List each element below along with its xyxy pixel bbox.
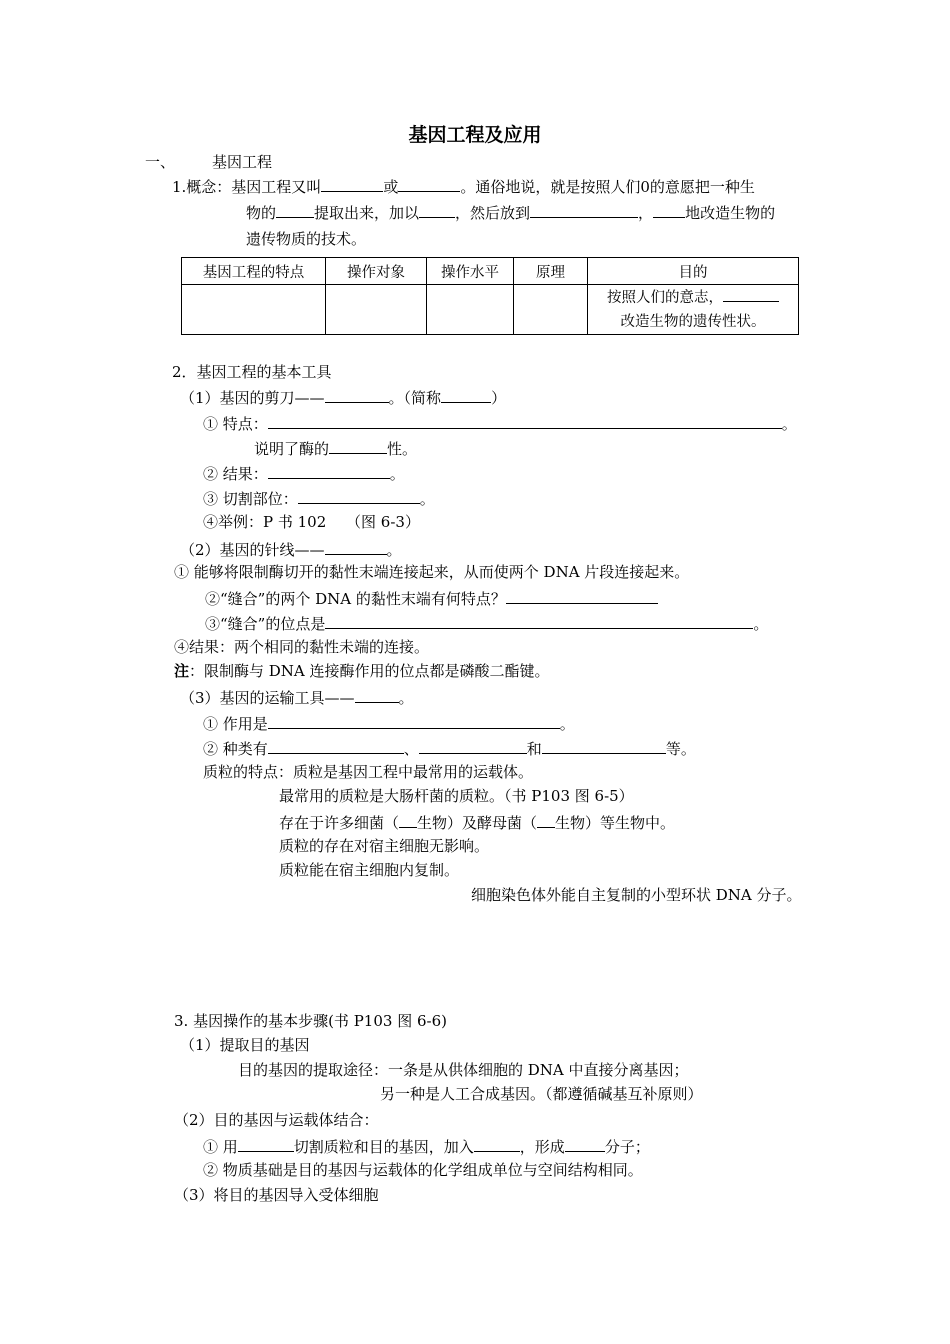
table-header: 原理 [514,258,588,285]
scissors-site: ③ 切割部位： 。 [203,487,435,509]
page-title: 基因工程及应用 [408,124,542,146]
table-header: 基因工程的特点 [182,258,326,285]
step-2: （2）目的基因与运载体结合： [174,1111,379,1129]
blank [276,201,314,218]
plasmid-noeffect: 质粒的存在对宿主细胞无影响。 [279,837,490,855]
section-number: 一、 [145,153,176,171]
scissors-example: ④举例：P 书 102 （图 6-3） [203,513,420,531]
blank [268,737,404,754]
blank [268,412,782,429]
blank [723,285,779,302]
blank [419,201,455,218]
table-header: 目的 [588,258,799,285]
blank [268,462,390,479]
blank [298,487,420,504]
plasmid-replicate: 质粒能在宿主细胞内复制。 [279,861,460,879]
note-line: 注：限制酶与 DNA 连接酶作用的位点都是磷酸二酯键。 [174,662,550,680]
blank [238,1135,294,1152]
blank [542,737,666,754]
step-1a: 目的基因的提取途径：一条是从供体细胞的 DNA 中直接分离基因； [238,1061,689,1079]
scissors-feature: ① 特点： 。 [203,412,797,434]
table-cell [326,285,427,335]
blank [325,612,753,629]
plasmid-common: 最常用的质粒是大肠杆菌的质粒。（书 P103 图 6-5） [279,787,634,805]
vector-function: ① 作用是 。 [203,712,575,734]
table-header: 操作水平 [427,258,514,285]
scissors-feature-note: 说明了酶的 性。 [254,437,417,459]
plasmid-label: 质粒的特点：质粒是基因工程中最常用的运载体。 [203,763,534,781]
concept-line-3: 遗传物质的技术。 [246,230,367,248]
blank [321,175,383,192]
section-heading: 基因工程 [212,153,273,171]
plasmid-exist: 存在于许多细菌（ 生物）及酵母菌（ 生物）等生物中。 [279,811,675,833]
plasmid-definition: 细胞染色体外能自主复制的小型环状 DNA 分子。 [471,886,802,904]
table-header: 操作对象 [326,258,427,285]
blank [565,1135,605,1152]
table-cell [514,285,588,335]
step-1b: 另一种是人工合成基因。（都遵循碱基互补原则） [380,1085,703,1103]
blank [399,811,417,828]
blank [355,686,399,703]
blank [268,712,560,729]
needle-3: ③“缝合”的位点是 。 [205,612,768,634]
blank [398,175,460,192]
step-2b: ② 物质基础是目的基因与运载体的化学组成单位与空间结构相同。 [203,1161,643,1179]
needle-1: ① 能够将限制酶切开的黏性末端连接起来，从而使两个 DNA 片段连接起来。 [174,563,690,581]
step-1: （1）提取目的基因 [180,1036,310,1054]
blank [329,437,387,454]
blank [537,811,555,828]
step-3: （3）将目的基因导入受体细胞 [174,1186,379,1204]
blank [419,737,527,754]
blank [530,201,638,218]
blank [653,201,685,218]
blank [325,538,387,555]
blank [325,386,389,403]
steps-heading: 3. 基因操作的基本步骤(书 P103 图 6-6) [174,1012,447,1030]
concept-line-1: 1.概念：基因工程又叫 或 。通俗地说，就是按照人们0的意愿把一种生 [172,175,755,197]
table-cell [427,285,514,335]
concept-line-2: 物的 提取出来，加以 ，然后放到 ， 地改造生物的 [246,201,775,223]
scissors-result: ② 结果： 。 [203,462,405,484]
needle-2: ②“缝合”的两个 DNA 的黏性末端有何特点？ [205,587,658,609]
blank [506,587,658,604]
step-2a: ① 用 切割质粒和目的基因，加入 ，形成 分子； [203,1135,650,1157]
table-cell-purpose: 按照人们的意志， 改造生物的遗传性状。 [588,285,799,335]
table-cell [182,285,326,335]
vector-types: ② 种类有 、 和 等。 [203,737,696,759]
needle-4: ④结果：两个相同的黏性未端的连接。 [174,638,430,656]
blank [441,386,491,403]
blank [474,1135,520,1152]
tools-heading: 2．基因工程的基本工具 [172,363,332,381]
needle-line: （2）基因的针线—— 。 [180,538,402,560]
features-table [181,257,799,335]
vector-line: （3）基因的运输工具—— 。 [180,686,414,708]
scissors-line: （1）基因的剪刀—— 。（简称 ） [180,386,506,408]
